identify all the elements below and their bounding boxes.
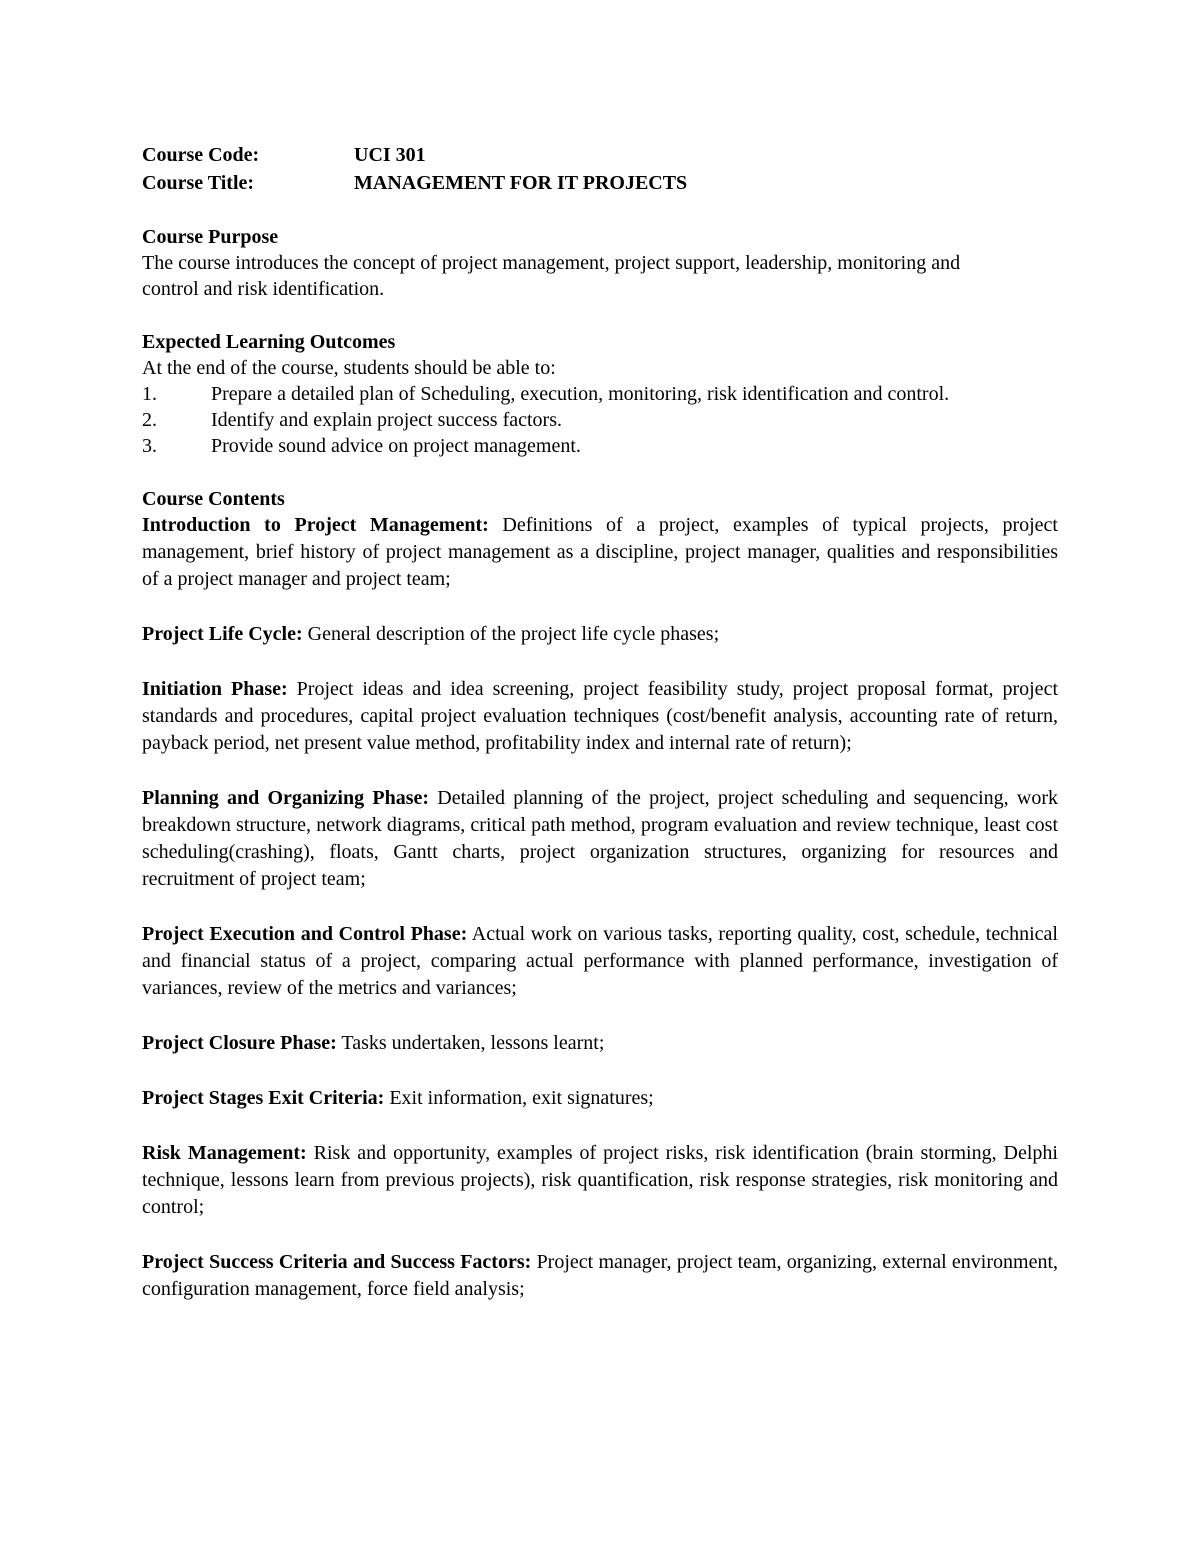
topic-closure xyxy=(142,1030,1058,1057)
topic-text: Project manager, project team, organizing, external environment, configuration management, force field analysis; xyxy=(142,1251,1058,1300)
spacer xyxy=(142,302,1058,329)
topic-title: Project Closure Phase: xyxy=(142,1032,337,1054)
outcome-item xyxy=(142,381,1058,407)
spacer xyxy=(142,459,1058,486)
spacer xyxy=(142,648,1058,676)
topic-exit-criteria xyxy=(142,1085,1058,1112)
outcome-text: Provide sound advice on project management. xyxy=(211,435,581,457)
topic-text: Actual work on various tasks, reporting quality, cost, schedule, technical and financial status of a project, comparing actual performance with planned performance, investigation of variances, review of the metrics and variances; xyxy=(142,923,1058,999)
spacer xyxy=(142,1002,1058,1030)
document-page xyxy=(142,141,1058,1303)
course-code-row xyxy=(142,141,1058,169)
topic-text: Exit information, exit signatures; xyxy=(384,1087,654,1109)
outcome-number: 3. xyxy=(142,435,157,457)
topic-title: Project Life Cycle: xyxy=(142,623,303,645)
topic-text: Risk and opportunity, examples of project risks, risk identification (brain storming, Delphi technique, lessons learn from previous projects), risk quantification, risk response strategies, risk monitoring and control; xyxy=(142,1142,1058,1218)
topic-title: Introduction to Project Management: xyxy=(142,514,489,536)
contents-heading: Course Contents xyxy=(142,488,285,510)
purpose-text: The course introduces the concept of project management, project support, leadership, monitoring and control and risk identification. xyxy=(142,252,961,300)
topic-text: Detailed planning of the project, project scheduling and sequencing, work breakdown structure, network diagrams, critical path method, program evaluation and review technique, least cost scheduling(crashing), floats, Gantt charts, project organization structures, organizing for resources and recruitment of project team; xyxy=(142,787,1059,890)
spacer xyxy=(142,757,1058,785)
spacer xyxy=(142,1057,1058,1085)
outcomes-list xyxy=(142,381,1058,459)
topic-introduction xyxy=(142,512,1058,593)
topic-success-criteria xyxy=(142,1249,1058,1303)
spacer xyxy=(142,1112,1058,1140)
topic-text: General description of the project life cycle phases; xyxy=(302,623,720,645)
outcome-item xyxy=(142,433,1058,459)
topic-title: Project Success Criteria and Success Factors: xyxy=(142,1251,532,1273)
course-title-value: MANAGEMENT FOR IT PROJECTS xyxy=(354,172,688,194)
topic-title: Project Stages Exit Criteria: xyxy=(142,1087,385,1109)
topic-text: Project ideas and idea screening, project feasibility study, project proposal format, project standards and procedures, capital project evaluation techniques (cost/benefit analysis, accounting rate of return, payback period, net present value method, profitability index and internal rate of return); xyxy=(142,678,1058,754)
spacer xyxy=(142,197,1058,224)
outcomes-heading: Expected Learning Outcomes xyxy=(142,331,396,353)
topic-title: Initiation Phase: xyxy=(142,678,288,700)
spacer xyxy=(142,1221,1058,1249)
purpose-heading: Course Purpose xyxy=(142,226,279,248)
course-title-row xyxy=(142,169,1058,197)
outcome-number: 2. xyxy=(142,409,157,431)
spacer xyxy=(142,593,1058,621)
topic-title: Risk Management: xyxy=(142,1142,307,1164)
course-code-label: Course Code: xyxy=(142,144,260,166)
outcome-number: 1. xyxy=(142,383,157,405)
topic-planning xyxy=(142,785,1058,893)
topic-life-cycle xyxy=(142,621,1058,648)
outcomes-intro: At the end of the course, students should be able to: xyxy=(142,357,556,379)
topic-title: Project Execution and Control Phase: xyxy=(142,923,468,945)
outcome-text: Prepare a detailed plan of Scheduling, execution, monitoring, risk identification and control. xyxy=(211,383,950,405)
topic-risk-management xyxy=(142,1140,1058,1221)
spacer xyxy=(142,893,1058,921)
topic-title: Planning and Organizing Phase: xyxy=(142,787,430,809)
course-title-label: Course Title: xyxy=(142,172,255,194)
topic-initiation xyxy=(142,676,1058,757)
course-code-value: UCI 301 xyxy=(354,144,426,166)
topic-text: Tasks undertaken, lessons learnt; xyxy=(336,1032,605,1054)
outcome-item xyxy=(142,407,1058,433)
topic-text: Definitions of a project, examples of typical projects, project management, brief history of project management as a discipline, project manager, qualities and responsibilities of a project manager and project team; xyxy=(142,514,1058,590)
outcome-text: Identify and explain project success factors. xyxy=(211,409,562,431)
topic-execution xyxy=(142,921,1058,1002)
